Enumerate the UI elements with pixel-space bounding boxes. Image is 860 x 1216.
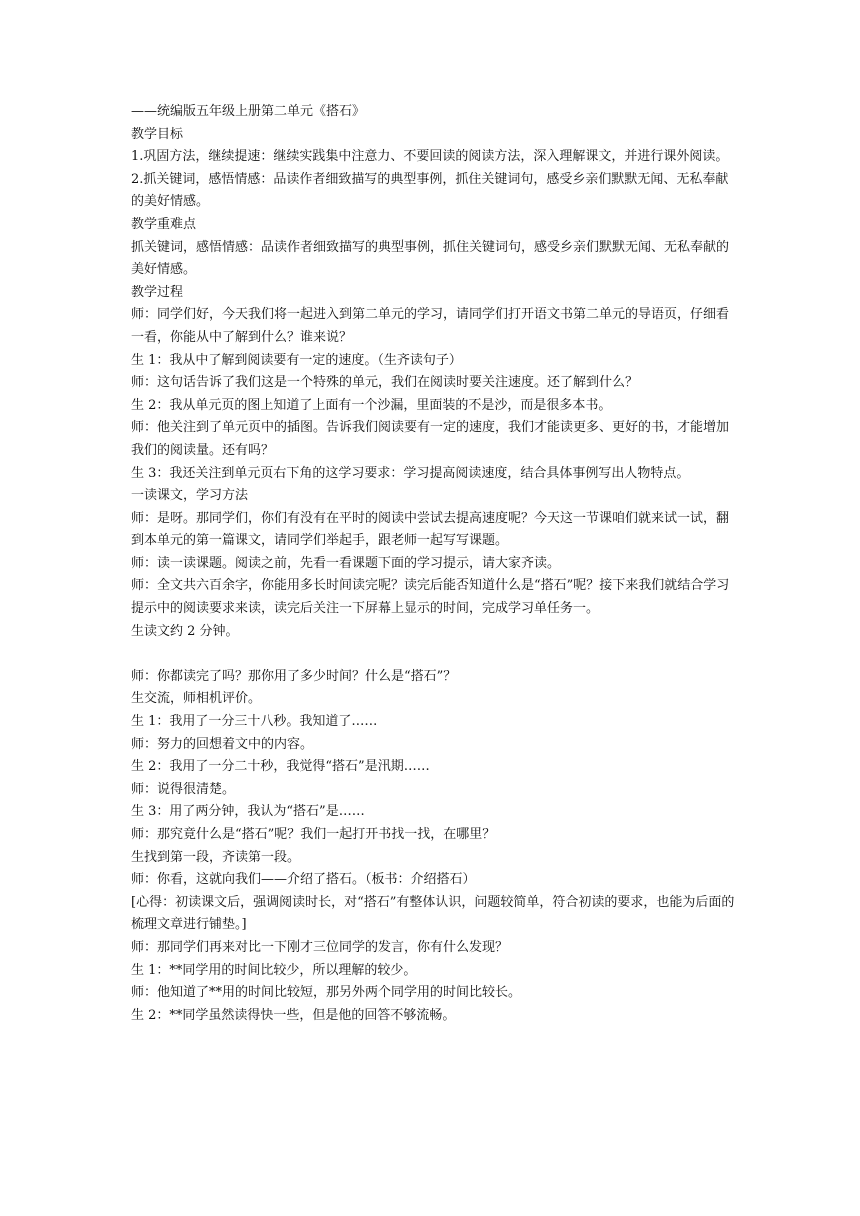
dialogue-line: 师：努力的回想着文中的内容。 (131, 736, 314, 752)
section-heading-key-points: 教学重难点 (131, 216, 197, 232)
key-point-text: 抓关键词，感悟情感：品读作者细致描写的典型事例，抓住关键词句，感受乡亲们默默无闻、无私奉献的美好情感。 (131, 239, 730, 278)
reflection-note: [心得：初读课文后，强调阅读时长，对“搭石”有整体认识，问题较简单，符合初读的要求，也能为后面的梳理文章进行铺垫。] (131, 894, 735, 933)
dialogue-line: 师：他知道了**用的时间比较短，那另外两个同学用的时间比较长。 (131, 985, 522, 1001)
dialogue-line: 师：读一读课题。阅读之前，先看一看课题下面的学习提示，请大家齐读。 (131, 555, 561, 571)
dialogue-line: 师：你看，这就向我们——介绍了搭石。（板书：介绍搭石） (131, 872, 476, 888)
dialogue-line: 生 1：**同学用的时间比较少，所以理解的较少。 (131, 962, 417, 978)
dialogue-line: 师：是呀。那同学们，你们有没有在平时的阅读中尝试去提高速度呢？今天这一节课咱们就来试一试，翻到本单元的第一篇课文，请同学们举起手，跟老师一起写写课题。 (131, 510, 730, 549)
dialogue-line: 师：同学们好，今天我们将一起进入到第二单元的学习，请同学们打开语文书第二单元的导语页，仔细看一看，你能从中了解到什么？谁来说？ (131, 307, 730, 345)
blank-line (131, 643, 739, 666)
dialogue-line: 师：这句话告诉了我们这是一个特殊的单元，我们在阅读时要关注速度。还了解到什么？ (131, 375, 639, 391)
document-body (131, 101, 739, 1027)
dialogue-line: 生交流，师相机评价。 (131, 691, 262, 707)
lesson-subtitle: ——统编版五年级上册第二单元《搭石》 (131, 104, 366, 119)
dialogue-line: 生 1：我从中了解到阅读要有一定的速度。（生齐读句子） (131, 352, 462, 368)
dialogue-line: 师：那究竟什么是“搭石”呢？我们一起打开书找一找，在哪里？ (131, 827, 496, 842)
goal-item: 1.巩固方法，继续提速：继续实践集中注意力、不要回读的阅读方法，深入理解课文，并进行课外阅读。 (131, 149, 729, 165)
dialogue-line: 生找到第一段，齐读第一段。 (131, 849, 301, 865)
section-heading-goals: 教学目标 (131, 126, 184, 142)
dialogue-line: 生 3：我还关注到单元页右下角的这学习要求：学习提高阅读速度，结合具体事例写出人物特点。 (131, 465, 690, 481)
dialogue-line: 师：全文共六百余字，你能用多长时间读完呢？读完后能否知道什么是“搭石”呢？接下来我们就结合学习提示中的阅读要求来读，读完后关注一下屏幕上显示的时间，完成学习单任务一。 (131, 578, 730, 617)
dialogue-line: 师：他关注到了单元页中的插图。告诉我们阅读要有一定的速度，我们才能读更多、更好的书，才能增加我们的阅读量。还有吗？ (131, 420, 730, 458)
dialogue-line: 生 3：用了两分钟，我认为“搭石”是…… (131, 804, 365, 820)
dialogue-line: 师：说得很清楚。 (131, 781, 236, 797)
dialogue-line: 生 2：我用了一分二十秒，我觉得“搭石”是汛期…… (131, 759, 430, 775)
dialogue-line: 生读文约 2 分钟。 (131, 623, 239, 639)
dialogue-line: 生 2：**同学虽然读得快一些，但是他的回答不够流畅。 (131, 1007, 456, 1023)
goal-item: 2.抓关键词，感悟情感：品读作者细致描写的典型事例，抓住关键词句，感受乡亲们默默无闻、无私奉献的美好情感。 (131, 171, 729, 210)
dialogue-line: 生 2：我从单元页的图上知道了上面有一个沙漏，里面装的不是沙，而是很多本书。 (131, 397, 612, 413)
dialogue-line: 师：那同学们再来对比一下刚才三位同学的发言，你有什么发现？ (131, 939, 509, 955)
section-heading-process: 教学过程 (131, 284, 184, 300)
dialogue-line: 师：你都读完了吗？那你用了多少时间？什么是“搭石”？ (131, 668, 457, 684)
dialogue-line: 生 1：我用了一分三十八秒。我知道了…… (131, 714, 378, 730)
subsection-heading: 一读课文，学习方法 (131, 488, 249, 504)
